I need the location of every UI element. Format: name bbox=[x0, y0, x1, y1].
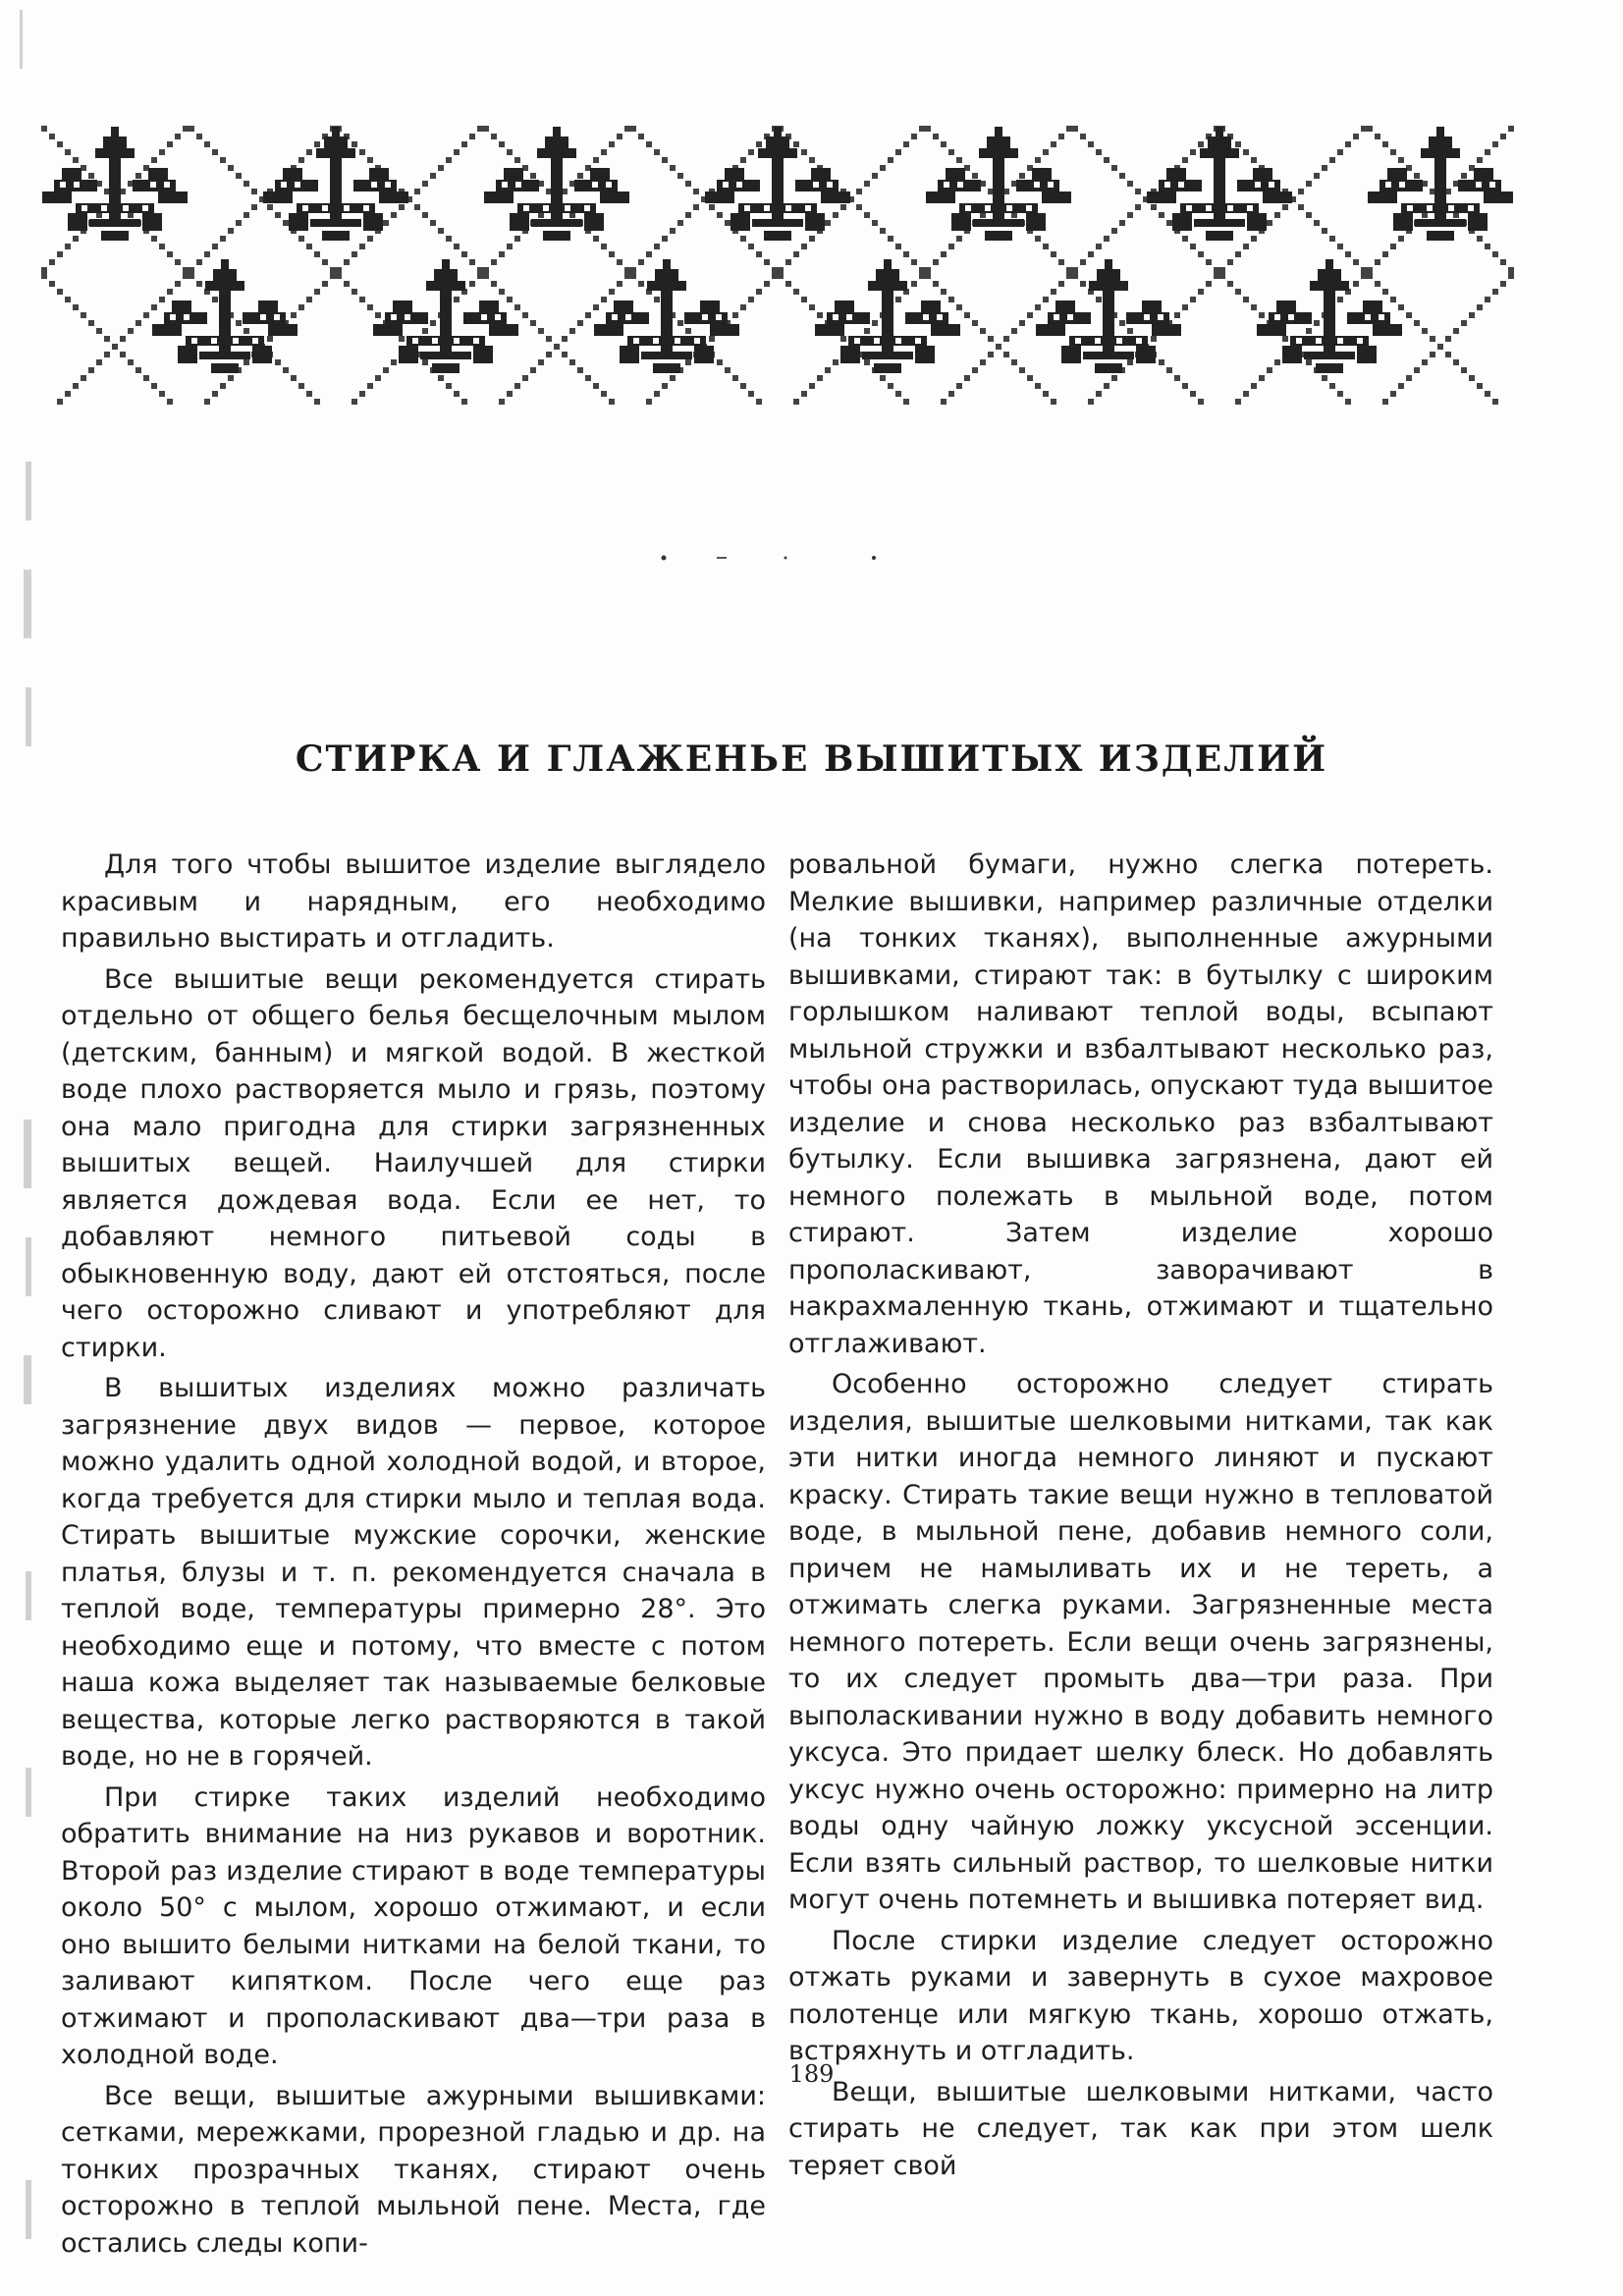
paragraph-continued: ровальной бумаги, нужно слегка потереть. Мелкие вышивки, например различные отделки (на тонких тканях), выполненные ажурными вышивками, стирают так: в бутылку с широким горлышком наливают теплой воды, всыпают мыльной стружки и взбалтывают несколько раз, чтобы она растворилась, опускают туда вышитое изделие и снова несколько раз взбалтывают бутылку. Если вышивка загрязнена, дают ей немного полежать в мыльной воде, потом стирают. Затем изделие хорошо прополаскивают, заворачивают в накрахмаленную ткань, отжимают и тщательно отглаживают. bbox=[788, 849, 1493, 1359]
page-number: 189 bbox=[788, 2060, 835, 2088]
left-text-column bbox=[61, 847, 766, 2266]
article-title: СТИРКА И ГЛАЖЕНЬЕ ВЫШИТЫХ ИЗДЕЛИЙ bbox=[295, 738, 1328, 780]
paragraph: Все вещи, вышитые ажурными вышивками: сетками, мережками, прорезной гладью и др. на тонких прозрачных тканях, стирают очень осторожно в теплой мыльной пене. Места, где остались следы копи- bbox=[61, 2080, 766, 2259]
paragraph: В вышитых изделиях можно различать загрязнение двух видов — первое, которое можно удалить одной холодной водой, и второе, когда требуется для стирки мыло и теплая вода. Стирать вышитые мужские сорочки, женские платья, блузы и т. п. рекомендуется сначала в теплой воде, температуры примерно 28°. Это необходимо еще и потому, что вместе с потом наша кожа выделяет так называемые белковые вещества, которые легко растворяются в такой воде, но не в горячей. bbox=[61, 1373, 766, 1772]
right-text-column bbox=[788, 847, 1493, 2188]
paragraph: Для того чтобы вышитое изделие выглядело красивым и нарядным, его необходимо правильно выстирать и отгладить. bbox=[61, 849, 766, 954]
scan-specks bbox=[658, 552, 893, 564]
paragraph: Особенно осторожно следует стирать изделия, вышитые шелковыми нитками, так как эти нитки иногда немного линяют и пускают краску. Стирать такие вещи нужно в тепловатой воде, в мыльной пене, добавив немного соли, причем не намыливать их и не тереть, а отжимать слегка руками. Загрязненные места немного потереть. Если вещи очень загрязнены, то их следует промыть два—три раза. При выполаскивании нужно в воду добавить немного уксуса. Это придает шелку блеск. Но добавлять уксус нужно очень осторожно: примерно на литр воды одну чайную ложку уксусной эссенции. Если взять сильный раствор, то шелковые нитки могут очень потемнеть и вышивка потеряет вид. bbox=[788, 1369, 1493, 1915]
cross-stitch-border-ornament bbox=[41, 126, 1514, 406]
paragraph: Все вышитые вещи рекомендуется стирать отдельно от общего белья бесщелочным мылом (детским, банным) и мягкой водой. В жесткой воде плохо растворяется мыло и грязь, поэтому она мало пригодна для стирки загрязненных вышитых вещей. Наилучшей для стирки является дождевая вода. Если ее нет, то добавляют немного питьевой соды в обыкновенную воду, дают ей отстояться, после чего осторожно сливают и употребляют для стирки. bbox=[61, 963, 766, 1363]
paragraph: Вещи, вышитые шелковыми нитками, часто стирать не следует, так как при этом шелк теряет свой bbox=[788, 2076, 1493, 2181]
paragraph: При стирке таких изделий необходимо обратить внимание на низ рукавов и воротник. Второй раз изделие стирают в воде температуры около 50° с мылом, хорошо отжимают, и если оно вышито белыми нитками на белой ткани, то заливают кипятком. После чего еще раз отжимают и прополаскивают два—три раза в холодной воде. bbox=[61, 1781, 766, 2070]
paragraph: После стирки изделие следует осторожно отжать руками и завернуть в сухое махровое полотенце или мягкую ткань, хорошо отжать, встряхнуть и отгладить. bbox=[788, 1925, 1493, 2066]
scan-margin-marks bbox=[14, 0, 43, 2296]
